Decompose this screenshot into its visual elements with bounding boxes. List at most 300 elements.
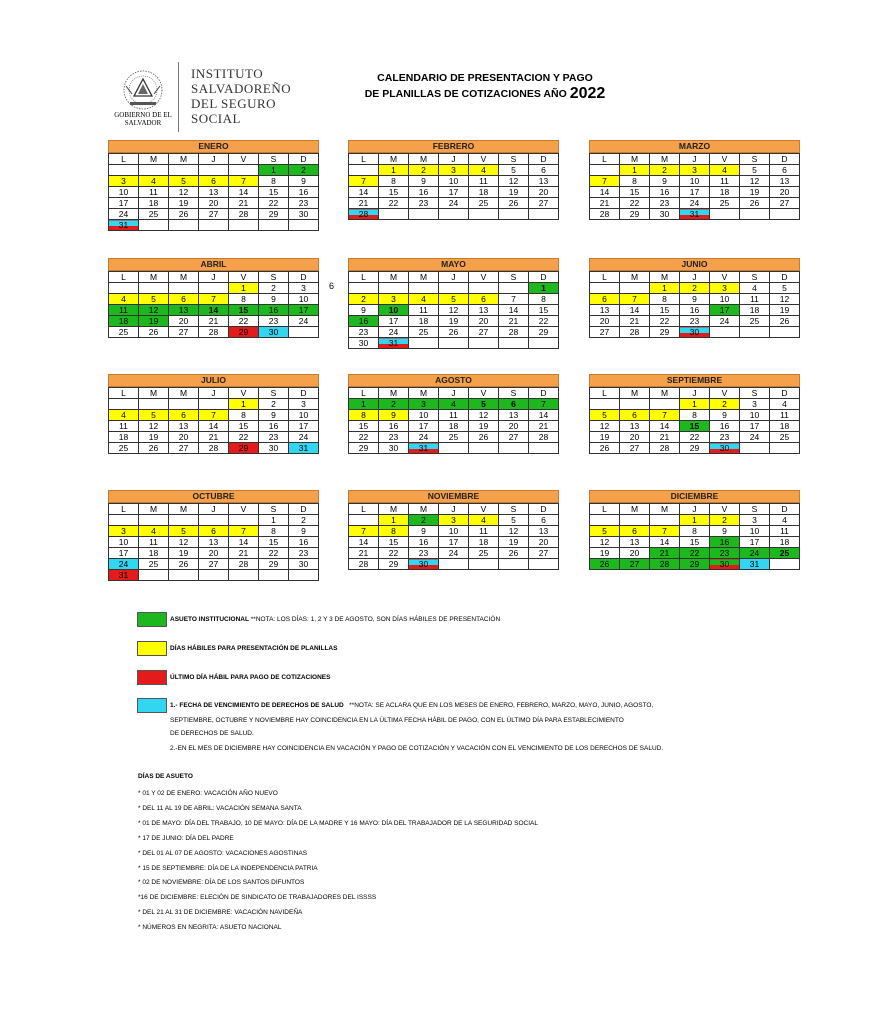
month-mayo (348, 258, 559, 349)
day-cell: 5 (469, 399, 499, 410)
day-cell: 7 (349, 526, 379, 537)
day-cell: 8 (349, 410, 379, 421)
weekday-label: M (169, 388, 199, 399)
day-cell: 20 (620, 548, 650, 559)
weekday-label: L (109, 154, 139, 165)
day-cell: 8 (379, 526, 409, 537)
day-cell: 12 (770, 294, 800, 305)
day-cell: 16 (259, 421, 289, 432)
day-cell: 13 (499, 410, 529, 421)
weekday-label: D (289, 154, 319, 165)
weekday-row (109, 504, 319, 515)
legend-cyan (170, 701, 653, 710)
weekday-label: D (289, 388, 319, 399)
title-line1: CALENDARIO DE PRESENTACION Y PAGO (377, 72, 593, 84)
month-enero (108, 140, 319, 231)
day-cell: 15 (259, 537, 289, 548)
asueto-title: DÍAS DE ASUETO (138, 773, 193, 780)
day-cell: 14 (199, 305, 229, 316)
day-cell: 9 (379, 410, 409, 421)
month-header: SEPTIEMBRE (589, 374, 800, 387)
day-cell: 29 (680, 559, 710, 570)
day-cell: 22 (379, 548, 409, 559)
day-cell: 2 (349, 294, 379, 305)
coat-of-arms-icon (118, 66, 168, 116)
empty-cell (139, 515, 169, 526)
weekday-label: M (409, 272, 439, 283)
day-cell: 8 (259, 526, 289, 537)
week-row (349, 559, 559, 570)
day-cell: 30 (289, 559, 319, 570)
day-cell: 9 (259, 294, 289, 305)
day-cell: 30 (289, 209, 319, 220)
day-cell: 24 (289, 432, 319, 443)
day-cell: 29 (259, 209, 289, 220)
day-cell: 8 (529, 294, 559, 305)
weekday-label: V (469, 504, 499, 515)
day-cell: 22 (229, 316, 259, 327)
day-cell: 28 (349, 209, 379, 220)
day-cell: 2 (259, 283, 289, 294)
week-row (109, 526, 319, 537)
day-cell: 27 (529, 198, 559, 209)
weekday-label: D (529, 388, 559, 399)
day-cell: 11 (770, 526, 800, 537)
day-cell: 31 (289, 443, 319, 454)
day-cell: 19 (770, 305, 800, 316)
day-cell: 30 (680, 327, 710, 338)
weekday-label: L (109, 272, 139, 283)
month-header: ENERO (108, 140, 319, 153)
weekday-label: D (289, 504, 319, 515)
day-cell: 30 (259, 443, 289, 454)
institute-line: SALVADOREÑO (191, 81, 292, 96)
day-cell: 26 (169, 559, 199, 570)
government-label: GOBIERNO DE EL SALVADOR (114, 111, 172, 127)
day-cell: 14 (650, 537, 680, 548)
weekday-row (109, 272, 319, 283)
day-cell: 22 (259, 548, 289, 559)
day-cell: 18 (740, 305, 770, 316)
day-cell: 10 (439, 176, 469, 187)
month-table (108, 153, 319, 231)
day-cell: 9 (409, 176, 439, 187)
empty-cell (169, 515, 199, 526)
weekday-label: M (650, 388, 680, 399)
asueto-item: * NÚMEROS EN NEGRITA: ASUETO NACIONAL (138, 924, 282, 932)
week-row (590, 198, 800, 209)
day-cell: 16 (650, 187, 680, 198)
day-cell: 13 (199, 537, 229, 548)
empty-cell (770, 443, 800, 454)
legend-yellow (170, 644, 337, 653)
day-cell: 26 (590, 559, 620, 570)
empty-cell (620, 515, 650, 526)
day-cell: 16 (349, 316, 379, 327)
empty-cell (469, 559, 499, 570)
month-diciembre (589, 490, 800, 570)
empty-cell (289, 570, 319, 581)
week-row (349, 548, 559, 559)
day-cell: 26 (139, 327, 169, 338)
day-cell: 1 (349, 399, 379, 410)
empty-cell (529, 559, 559, 570)
month-header: OCTUBRE (108, 490, 319, 503)
day-cell: 31 (680, 209, 710, 220)
logo-divider (178, 62, 179, 132)
day-cell: 15 (620, 187, 650, 198)
day-cell: 3 (740, 515, 770, 526)
day-cell: 24 (289, 316, 319, 327)
empty-cell (139, 165, 169, 176)
day-cell: 6 (529, 515, 559, 526)
day-cell: 14 (620, 305, 650, 316)
day-cell: 11 (469, 526, 499, 537)
legend-cyan-label: 1.- FECHA DE VENCIMIENTO DE DERECHOS DE SALUD (170, 702, 344, 709)
day-cell: 14 (529, 410, 559, 421)
week-row (590, 443, 800, 454)
weekday-label: J (199, 154, 229, 165)
asueto-item: * 01 DE MAYO: DÍA DEL TRABAJO, 10 DE MAYO: DÍA DE LA MADRE Y 16 MAYO: DÍA DEL TRABAJADOR DE LA SEGURIDAD SOCIAL (138, 819, 538, 827)
day-cell: 14 (349, 187, 379, 198)
day-cell: 18 (139, 198, 169, 209)
day-cell: 3 (379, 294, 409, 305)
day-cell: 27 (469, 327, 499, 338)
empty-cell (740, 209, 770, 220)
day-cell: 15 (650, 305, 680, 316)
week-row (109, 176, 319, 187)
day-cell: 16 (409, 537, 439, 548)
day-cell: 3 (109, 176, 139, 187)
day-cell: 15 (349, 421, 379, 432)
empty-cell (439, 283, 469, 294)
weekday-label: L (349, 504, 379, 515)
weekday-label: S (499, 154, 529, 165)
day-cell: 17 (109, 198, 139, 209)
day-cell: 8 (620, 176, 650, 187)
day-cell: 4 (139, 176, 169, 187)
day-cell: 30 (650, 209, 680, 220)
day-cell: 11 (139, 187, 169, 198)
empty-cell (740, 327, 770, 338)
weekday-label: S (499, 272, 529, 283)
week-row (590, 537, 800, 548)
day-cell: 16 (379, 421, 409, 432)
day-cell: 28 (620, 327, 650, 338)
day-cell: 22 (229, 432, 259, 443)
month-octubre (108, 490, 319, 581)
legend-red-swatch (137, 670, 167, 685)
weekday-label: M (620, 154, 650, 165)
month-header: MARZO (589, 140, 800, 153)
weekday-label: M (139, 504, 169, 515)
institute-line: DEL SEGURO (191, 96, 277, 111)
week-row (349, 432, 559, 443)
day-cell: 13 (169, 421, 199, 432)
empty-cell (439, 209, 469, 220)
day-cell: 29 (259, 559, 289, 570)
day-cell: 11 (139, 537, 169, 548)
month-noviembre (348, 490, 559, 570)
empty-cell (259, 570, 289, 581)
empty-cell (529, 338, 559, 349)
day-cell: 25 (109, 443, 139, 454)
day-cell: 17 (439, 537, 469, 548)
day-cell: 23 (409, 548, 439, 559)
weekday-row (349, 272, 559, 283)
day-cell: 31 (740, 559, 770, 570)
week-row (109, 432, 319, 443)
institute-line: INSTITUTO (191, 66, 264, 81)
day-cell: 18 (770, 537, 800, 548)
day-cell: 1 (259, 515, 289, 526)
day-cell: 30 (349, 338, 379, 349)
note-line-2: SEPTIEMBRE, OCTUBRE Y NOVIEMBRE HAY COINCIDENCIA EN LA ÚLTIMA FECHA HÁBIL DE PAGO, CON EL ÚLTIMO DÍA PARA ESTABLECIMIENTO (170, 717, 624, 724)
week-row (349, 327, 559, 338)
day-cell: 11 (409, 305, 439, 316)
weekday-row (590, 272, 800, 283)
month-table (589, 387, 800, 454)
empty-cell (469, 443, 499, 454)
empty-cell (139, 399, 169, 410)
week-row (349, 198, 559, 209)
weekday-label: M (650, 272, 680, 283)
day-cell: 14 (349, 537, 379, 548)
day-cell: 23 (259, 432, 289, 443)
week-row (109, 305, 319, 316)
day-cell: 31 (109, 570, 139, 581)
day-cell: 23 (289, 198, 319, 209)
week-row (590, 165, 800, 176)
day-cell: 28 (650, 559, 680, 570)
title-year: 2022 (569, 85, 606, 102)
day-cell: 25 (469, 198, 499, 209)
institute-name (191, 66, 291, 126)
week-row (349, 209, 559, 220)
day-cell: 21 (229, 198, 259, 209)
day-cell: 29 (379, 559, 409, 570)
empty-cell (349, 515, 379, 526)
day-cell: 5 (139, 294, 169, 305)
day-cell: 6 (590, 294, 620, 305)
weekday-label: S (740, 388, 770, 399)
week-row (590, 294, 800, 305)
legend-yellow-label: DÍAS HÁBILES PARA PRESENTACIÓN DE PLANILLAS (170, 645, 338, 652)
day-cell: 9 (680, 294, 710, 305)
empty-cell (439, 338, 469, 349)
day-cell: 27 (169, 443, 199, 454)
asueto-item: * DEL 11 AL 19 DE ABRIL: VACACIÓN SEMANA SANTA (138, 804, 302, 812)
empty-cell (499, 443, 529, 454)
empty-cell (199, 399, 229, 410)
day-cell: 7 (199, 294, 229, 305)
day-cell: 27 (529, 548, 559, 559)
week-row (109, 559, 319, 570)
weekday-label: M (379, 388, 409, 399)
weekday-label: M (620, 504, 650, 515)
weekday-label: J (680, 504, 710, 515)
legend-cyan-note: **NOTA: SE ACLARA QUE EN LOS MESES DE ENERO, FEBRERO, MARZO, MAYO, JUNIO, AGOSTO, (349, 702, 654, 709)
week-row (349, 165, 559, 176)
day-cell: 29 (229, 443, 259, 454)
empty-cell (349, 283, 379, 294)
weekday-label: V (229, 504, 259, 515)
week-row (349, 515, 559, 526)
day-cell: 19 (740, 187, 770, 198)
day-cell: 6 (469, 294, 499, 305)
week-row (109, 220, 319, 231)
day-cell: 21 (499, 316, 529, 327)
day-cell: 26 (439, 327, 469, 338)
day-cell: 3 (289, 399, 319, 410)
title-line2 (360, 86, 610, 102)
day-cell: 7 (229, 526, 259, 537)
day-cell: 20 (529, 187, 559, 198)
weekday-row (349, 388, 559, 399)
day-cell: 24 (409, 432, 439, 443)
month-header: JULIO (108, 374, 319, 387)
day-cell: 24 (710, 316, 740, 327)
day-cell: 15 (379, 537, 409, 548)
weekday-row (349, 504, 559, 515)
day-cell: 10 (289, 294, 319, 305)
day-cell: 5 (169, 176, 199, 187)
empty-cell (590, 515, 620, 526)
day-cell: 18 (469, 537, 499, 548)
month-julio (108, 374, 319, 454)
empty-cell (229, 515, 259, 526)
day-cell: 17 (289, 421, 319, 432)
day-cell: 7 (650, 526, 680, 537)
day-cell: 28 (499, 327, 529, 338)
week-row (109, 294, 319, 305)
month-febrero (348, 140, 559, 220)
day-cell: 11 (770, 410, 800, 421)
day-cell: 16 (259, 305, 289, 316)
day-cell: 26 (169, 209, 199, 220)
day-cell: 30 (409, 559, 439, 570)
day-cell: 17 (680, 187, 710, 198)
weekday-label: V (229, 388, 259, 399)
day-cell: 3 (710, 283, 740, 294)
day-cell: 7 (620, 294, 650, 305)
day-cell: 19 (590, 548, 620, 559)
day-cell: 7 (349, 176, 379, 187)
day-cell: 12 (439, 305, 469, 316)
empty-cell (139, 570, 169, 581)
day-cell: 5 (439, 294, 469, 305)
empty-cell (499, 338, 529, 349)
day-cell: 17 (379, 316, 409, 327)
day-cell: 20 (620, 432, 650, 443)
empty-cell (169, 165, 199, 176)
day-cell: 15 (680, 421, 710, 432)
month-header: NOVIEMBRE (348, 490, 559, 503)
day-cell: 24 (740, 548, 770, 559)
day-cell: 9 (349, 305, 379, 316)
day-cell: 7 (499, 294, 529, 305)
day-cell: 10 (740, 526, 770, 537)
day-cell: 19 (499, 537, 529, 548)
day-cell: 10 (680, 176, 710, 187)
weekday-label: D (529, 504, 559, 515)
empty-cell (469, 338, 499, 349)
empty-cell (139, 283, 169, 294)
asueto-item: * 17 DE JUNIO: DÍA DEL PADRE (138, 834, 234, 842)
week-row (109, 399, 319, 410)
day-cell: 7 (229, 176, 259, 187)
day-cell: 13 (199, 187, 229, 198)
day-cell: 16 (680, 305, 710, 316)
page-title (360, 71, 610, 102)
day-cell: 2 (650, 165, 680, 176)
day-cell: 28 (590, 209, 620, 220)
day-cell: 22 (529, 316, 559, 327)
day-cell: 18 (109, 432, 139, 443)
weekday-label: M (409, 154, 439, 165)
week-row (349, 526, 559, 537)
week-row (590, 187, 800, 198)
weekday-label: V (229, 154, 259, 165)
day-cell: 4 (139, 526, 169, 537)
empty-cell (439, 559, 469, 570)
day-cell: 4 (109, 410, 139, 421)
week-row (109, 187, 319, 198)
month-header: FEBRERO (348, 140, 559, 153)
day-cell: 13 (169, 305, 199, 316)
week-row (590, 410, 800, 421)
day-cell: 3 (409, 399, 439, 410)
day-cell: 10 (289, 410, 319, 421)
weekday-label: M (620, 388, 650, 399)
day-cell: 20 (169, 316, 199, 327)
day-cell: 2 (710, 399, 740, 410)
day-cell: 24 (379, 327, 409, 338)
day-cell: 2 (680, 283, 710, 294)
day-cell: 7 (529, 399, 559, 410)
empty-cell (229, 570, 259, 581)
weekday-row (590, 154, 800, 165)
week-row (349, 338, 559, 349)
day-cell: 18 (770, 421, 800, 432)
day-cell: 12 (169, 537, 199, 548)
day-cell: 28 (229, 559, 259, 570)
day-cell: 27 (620, 443, 650, 454)
empty-cell (529, 209, 559, 220)
day-cell: 12 (139, 421, 169, 432)
empty-cell (590, 399, 620, 410)
day-cell: 10 (740, 410, 770, 421)
day-cell: 20 (199, 548, 229, 559)
day-cell: 27 (499, 432, 529, 443)
legend-green-swatch (137, 612, 167, 627)
day-cell: 8 (379, 176, 409, 187)
empty-cell (109, 515, 139, 526)
day-cell: 14 (590, 187, 620, 198)
day-cell: 5 (770, 283, 800, 294)
week-row (109, 570, 319, 581)
empty-cell (590, 165, 620, 176)
empty-cell (379, 283, 409, 294)
day-cell: 9 (409, 526, 439, 537)
day-cell: 8 (680, 410, 710, 421)
day-cell: 19 (169, 198, 199, 209)
legend-green-label: ASUETO INSTITUCIONAL (170, 616, 249, 623)
day-cell: 15 (229, 421, 259, 432)
day-cell: 21 (620, 316, 650, 327)
asueto-item: * 02 DE NOVIEMBRE: DÍA DE LOS SANTOS DIFUNTOS (138, 879, 305, 887)
month-junio (589, 258, 800, 338)
